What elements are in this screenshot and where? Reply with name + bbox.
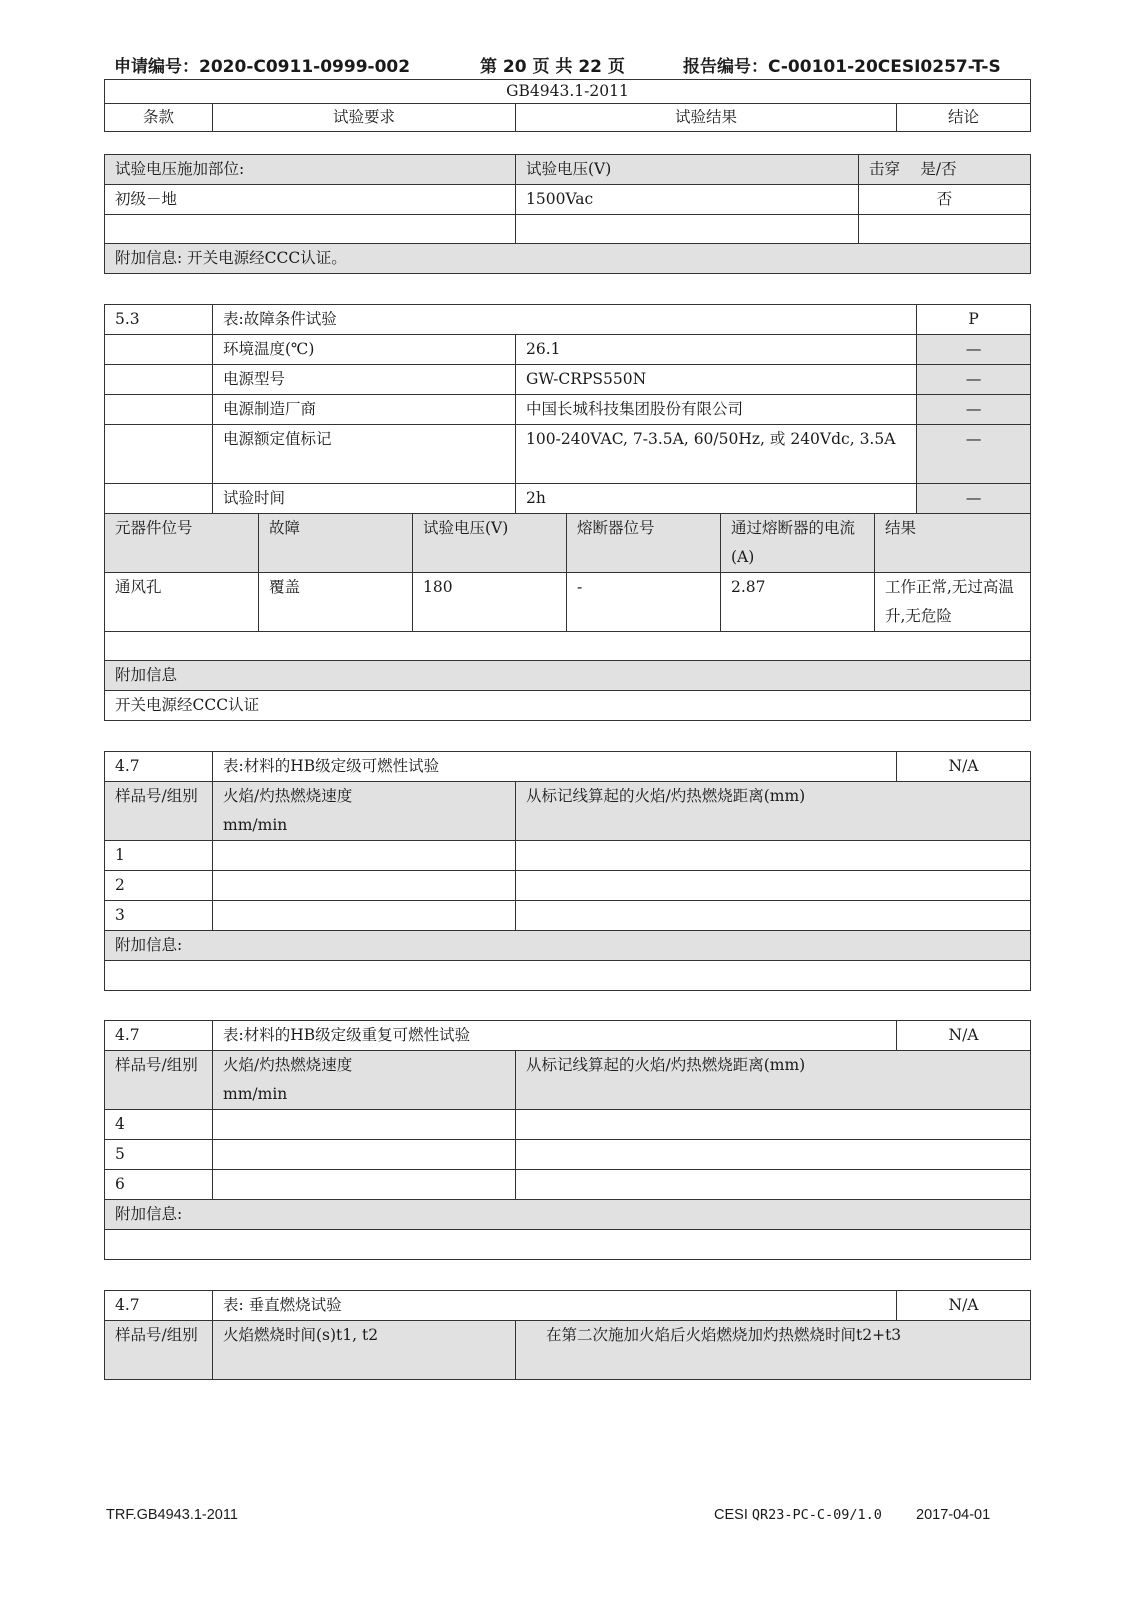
info-label: 电源制造厂商 bbox=[213, 395, 516, 425]
fault-cell: 覆盖 bbox=[259, 573, 413, 632]
vertical-clause: 4.7 bbox=[105, 1291, 213, 1321]
hb-repeat-title: 表:材料的HB级定级重复可燃性试验 bbox=[213, 1021, 897, 1051]
col-location: 试验电压施加部位: bbox=[105, 155, 516, 185]
hb-repeat-clause: 4.7 bbox=[105, 1021, 213, 1051]
hb-repeat-note-text bbox=[105, 1230, 1031, 1260]
col-clause: 条款 bbox=[105, 104, 213, 132]
footer-form: TRF.GB4943.1-2011 bbox=[106, 1507, 238, 1523]
col-verdict: 结论 bbox=[897, 104, 1031, 132]
voltage-cell: 1500Vac bbox=[516, 185, 859, 215]
hb-repeat-note-label: 附加信息: bbox=[105, 1200, 1031, 1230]
hb-repeat-verdict: N/A bbox=[897, 1021, 1031, 1051]
vertical-burning-table bbox=[104, 1290, 1031, 1380]
col-fault: 故障 bbox=[259, 514, 413, 573]
col-fuse: 熔断器位号 bbox=[567, 514, 721, 573]
fault-voltage-cell: 180 bbox=[413, 573, 567, 632]
col-requirement: 试验要求 bbox=[213, 104, 516, 132]
info-value: 2h bbox=[516, 484, 917, 514]
sample-cell: 3 bbox=[105, 901, 213, 931]
page-info: 第 20 页 共 22 页 bbox=[480, 57, 625, 77]
col-sample: 样品号/组别 bbox=[105, 1051, 213, 1110]
hb-note-text bbox=[105, 961, 1031, 991]
info-value: 26.1 bbox=[516, 335, 917, 365]
report-number: 报告编号：C-00101-20CESI0257-T-S bbox=[683, 57, 1001, 77]
col-breakdown: 击穿 是/否 bbox=[859, 155, 1031, 185]
footer-org: CESI bbox=[714, 1507, 748, 1523]
sample-cell: 6 bbox=[105, 1170, 213, 1200]
info-label: 电源额定值标记 bbox=[213, 425, 516, 484]
hb-title: 表:材料的HB级定级可燃性试验 bbox=[213, 752, 897, 782]
info-label: 试验时间 bbox=[213, 484, 516, 514]
col-fault-result: 结果 bbox=[875, 514, 1031, 573]
fault-test-table bbox=[104, 304, 1031, 721]
fuse-cell: - bbox=[567, 573, 721, 632]
col-sample: 样品号/组别 bbox=[105, 782, 213, 841]
fault-title: 表:故障条件试验 bbox=[213, 305, 917, 335]
info-label: 环境温度(℃) bbox=[213, 335, 516, 365]
info-verdict: — bbox=[917, 395, 1031, 425]
fault-clause: 5.3 bbox=[105, 305, 213, 335]
col-result: 试验结果 bbox=[516, 104, 897, 132]
hb-repeat-table bbox=[104, 1020, 1031, 1260]
fuse-current-cell: 2.87 bbox=[721, 573, 875, 632]
col-burn-distance: 从标记线算起的火焰/灼热燃烧距离(mm) bbox=[516, 1051, 1031, 1110]
info-label: 电源型号 bbox=[213, 365, 516, 395]
info-verdict: — bbox=[917, 365, 1031, 395]
col-after-flame-time: 在第二次施加火焰后火焰燃烧加灼热燃烧时间t2+t3 bbox=[516, 1321, 1031, 1380]
footer-date: 2017-04-01 bbox=[916, 1507, 991, 1523]
info-verdict: — bbox=[917, 335, 1031, 365]
sample-cell: 4 bbox=[105, 1110, 213, 1140]
col-burn-distance: 从标记线算起的火焰/灼热燃烧距离(mm) bbox=[516, 782, 1031, 841]
col-component: 元器件位号 bbox=[105, 514, 259, 573]
info-value: 100-240VAC, 7-3.5A, 60/50Hz, 或 240Vdc, 3.5A bbox=[516, 425, 917, 484]
col-burn-speed: 火焰/灼热燃烧速度 bbox=[223, 787, 353, 805]
dielectric-note: 附加信息: 开关电源经CCC认证。 bbox=[105, 244, 1031, 274]
col-flame-time: 火焰燃烧时间(s)t1, t2 bbox=[213, 1321, 516, 1380]
breakdown-cell bbox=[859, 215, 1031, 244]
fault-result-cell: 工作正常,无过高温升,无危险 bbox=[875, 573, 1031, 632]
voltage-cell bbox=[516, 215, 859, 244]
hb-note-label: 附加信息: bbox=[105, 931, 1031, 961]
hb-flammability-table bbox=[104, 751, 1031, 991]
application-number: 申请编号：2020-C0911-0999-002 bbox=[114, 57, 411, 77]
sample-cell: 1 bbox=[105, 841, 213, 871]
col-fuse-current: 通过熔断器的电流(A) bbox=[721, 514, 875, 573]
col-burn-speed-unit: mm/min bbox=[223, 1085, 288, 1103]
fault-empty-row bbox=[105, 632, 1031, 661]
col-sample: 样品号/组别 bbox=[105, 1321, 213, 1380]
footer-code bbox=[714, 1507, 882, 1523]
col-burn-speed: 火焰/灼热燃烧速度 bbox=[223, 1056, 353, 1074]
fault-verdict: P bbox=[917, 305, 1031, 335]
col-burn-speed-unit: mm/min bbox=[223, 816, 288, 834]
col-test-voltage: 试验电压(V) bbox=[516, 155, 859, 185]
vertical-verdict: N/A bbox=[897, 1291, 1031, 1321]
vertical-title: 表: 垂直燃烧试验 bbox=[213, 1291, 897, 1321]
fault-note-text: 开关电源经CCC认证 bbox=[105, 691, 1031, 721]
footer-form-code: QR23-PC-C-09/1.0 bbox=[751, 1507, 882, 1523]
info-value: GW-CRPS550N bbox=[516, 365, 917, 395]
hb-clause: 4.7 bbox=[105, 752, 213, 782]
component-cell: 通风孔 bbox=[105, 573, 259, 632]
standard-header-table bbox=[104, 79, 1031, 132]
sample-cell: 2 bbox=[105, 871, 213, 901]
col-fault-voltage: 试验电压(V) bbox=[413, 514, 567, 573]
dielectric-table bbox=[104, 154, 1031, 274]
standard-title: GB4943.1-2011 bbox=[105, 80, 1031, 104]
sample-cell: 5 bbox=[105, 1140, 213, 1170]
fault-note-label: 附加信息 bbox=[105, 661, 1031, 691]
info-verdict: — bbox=[917, 484, 1031, 514]
location-cell: 初级－地 bbox=[105, 185, 516, 215]
info-value: 中国长城科技集团股份有限公司 bbox=[516, 395, 917, 425]
info-verdict: — bbox=[917, 425, 1031, 484]
location-cell bbox=[105, 215, 516, 244]
hb-verdict: N/A bbox=[897, 752, 1031, 782]
breakdown-cell: 否 bbox=[859, 185, 1031, 215]
